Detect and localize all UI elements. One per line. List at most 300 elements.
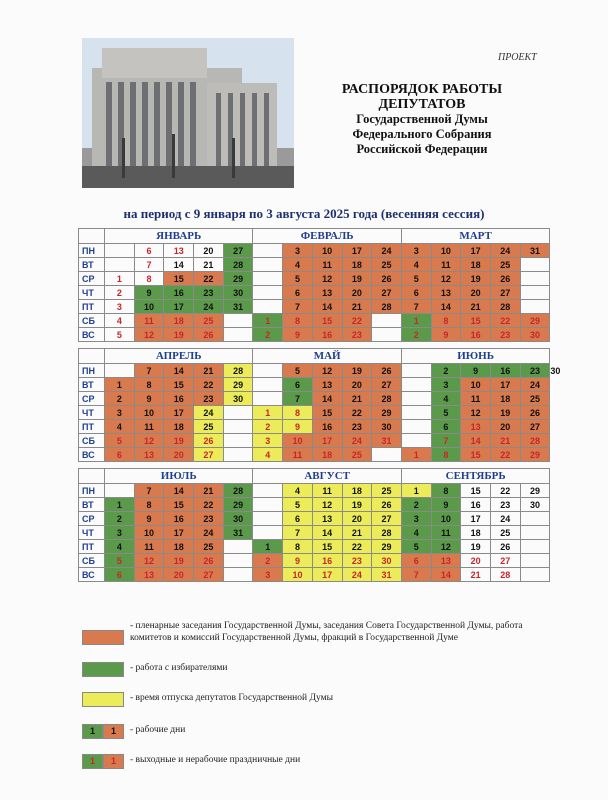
- date-cell: 7: [134, 364, 164, 378]
- title-line-1: РАСПОРЯДОК РАБОТЫ: [341, 82, 503, 97]
- weekday-label: ПТ: [79, 540, 105, 554]
- date-cell: 14: [431, 568, 461, 582]
- empty-cell: [223, 420, 253, 434]
- empty-cell: [105, 244, 135, 258]
- state-duma-building-photo: [82, 38, 294, 188]
- weekday-label: СР: [79, 272, 105, 286]
- title-line-5: Российской Федерации: [356, 142, 488, 156]
- empty-cell: [223, 540, 253, 554]
- empty-cell: [401, 406, 431, 420]
- date-cell: 5: [401, 272, 431, 286]
- week-day-row: [79, 568, 550, 582]
- date-cell: 9: [283, 554, 313, 568]
- empty-cell: [401, 378, 431, 392]
- date-cell: 30: [372, 554, 402, 568]
- empty-cell: [223, 434, 253, 448]
- date-cell: 8: [431, 448, 461, 462]
- date-cell: 21: [342, 526, 372, 540]
- date-cell: 2: [401, 328, 431, 342]
- date-cell: 12: [312, 364, 342, 378]
- empty-cell: [223, 314, 253, 328]
- empty-cell: [520, 540, 550, 554]
- date-cell: 12: [312, 272, 342, 286]
- date-cell: 2: [253, 420, 283, 434]
- date-cell: 27: [223, 244, 253, 258]
- date-cell: 16: [490, 364, 520, 378]
- date-cell: 19: [164, 554, 194, 568]
- date-cell: 2: [105, 512, 135, 526]
- date-cell: 27: [194, 448, 224, 462]
- date-cell: 18: [342, 484, 372, 498]
- week-day-row: [79, 286, 550, 300]
- date-cell: 12: [134, 434, 164, 448]
- block-gap: [79, 462, 550, 469]
- empty-cell: [520, 568, 550, 582]
- date-cell: 16: [461, 328, 491, 342]
- date-cell: 14: [461, 434, 491, 448]
- week-day-row: [79, 526, 550, 540]
- date-cell: 27: [372, 378, 402, 392]
- date-cell: 17: [490, 378, 520, 392]
- date-cell: 21: [461, 568, 491, 582]
- date-cell: 1: [253, 314, 283, 328]
- week-day-row: [79, 484, 550, 498]
- empty-cell: [401, 420, 431, 434]
- date-cell: 28: [490, 568, 520, 582]
- date-cell: 24: [490, 244, 520, 258]
- date-cell: 10: [134, 526, 164, 540]
- week-day-row: [79, 420, 550, 434]
- date-cell: 23: [342, 420, 372, 434]
- date-cell: 13: [134, 568, 164, 582]
- date-cell: 17: [461, 512, 491, 526]
- empty-cell: [520, 258, 550, 272]
- date-cell: 26: [490, 540, 520, 554]
- empty-cell: [253, 378, 283, 392]
- date-cell: 23: [194, 392, 224, 406]
- date-cell: 13: [312, 286, 342, 300]
- date-cell: 19: [490, 406, 520, 420]
- date-cell: 30: [223, 286, 253, 300]
- date-cell: 14: [164, 484, 194, 498]
- date-cell: 15: [164, 498, 194, 512]
- date-cell: 22: [194, 498, 224, 512]
- workday-sample-orange: 1: [103, 724, 124, 739]
- date-cell: 16: [164, 286, 194, 300]
- date-cell: 31: [372, 434, 402, 448]
- weekday-label: ПН: [79, 244, 105, 258]
- date-cell: 29: [223, 272, 253, 286]
- date-cell: 14: [312, 526, 342, 540]
- week-day-row: [79, 448, 550, 462]
- date-cell: 3: [253, 434, 283, 448]
- date-cell: 24: [342, 568, 372, 582]
- date-cell: 2: [105, 286, 135, 300]
- date-cell: 2: [401, 498, 431, 512]
- date-cell: 2: [431, 364, 461, 378]
- date-cell: 12: [431, 272, 461, 286]
- date-cell: 15: [461, 448, 491, 462]
- date-cell: 30: [372, 420, 402, 434]
- date-cell: 16: [164, 512, 194, 526]
- week-day-row: [79, 258, 550, 272]
- date-cell: 11: [431, 526, 461, 540]
- date-cell: 10: [431, 512, 461, 526]
- date-cell: 12: [134, 328, 164, 342]
- month-name: ФЕВРАЛЬ: [253, 229, 401, 244]
- date-cell: 25: [520, 392, 550, 406]
- date-cell: 24: [520, 378, 550, 392]
- date-cell: 3: [283, 244, 313, 258]
- empty-cell: [520, 272, 550, 286]
- date-cell: 14: [312, 392, 342, 406]
- date-cell: 4: [283, 484, 313, 498]
- date-cell: 29: [223, 378, 253, 392]
- date-cell: 12: [134, 554, 164, 568]
- date-cell: 26: [194, 328, 224, 342]
- date-cell: 29: [372, 540, 402, 554]
- date-cell: 27: [490, 554, 520, 568]
- empty-cell: [401, 364, 431, 378]
- holiday-sample-orange: 1: [103, 754, 124, 769]
- date-cell: 7: [283, 392, 313, 406]
- date-cell: 20: [461, 286, 491, 300]
- empty-cell: [372, 328, 402, 342]
- weekday-label: ЧТ: [79, 286, 105, 300]
- date-cell: 29: [520, 448, 550, 462]
- empty-cell: [253, 364, 283, 378]
- vacation-swatch: [82, 692, 124, 707]
- date-cell: 13: [312, 512, 342, 526]
- weekday-label: СБ: [79, 554, 105, 568]
- month-name: ИЮЛЬ: [105, 469, 253, 484]
- date-cell: 4: [401, 258, 431, 272]
- date-cell: 4: [105, 420, 135, 434]
- legend-plenary-text: - пленарные заседания Государственной Думы, заседания Совета Государственной Думы, работа комитетов и комиссий Государственной Думы, фракций в Государственной Думе: [130, 621, 523, 643]
- date-cell: 14: [312, 300, 342, 314]
- date-cell: 23: [490, 328, 520, 342]
- date-cell: 24: [342, 434, 372, 448]
- date-cell: 19: [461, 540, 491, 554]
- weekday-label: ПТ: [79, 300, 105, 314]
- holidays-swatch: [82, 754, 124, 767]
- date-cell: 27: [372, 286, 402, 300]
- date-cell: 22: [490, 484, 520, 498]
- date-cell: 26: [490, 272, 520, 286]
- empty-cell: [223, 406, 253, 420]
- month-header-row: [79, 229, 550, 244]
- date-cell: 19: [164, 434, 194, 448]
- date-cell: 9: [134, 392, 164, 406]
- date-cell: 26: [372, 272, 402, 286]
- date-cell: 31: [223, 526, 253, 540]
- date-cell: 4: [431, 392, 461, 406]
- date-cell: 20: [164, 448, 194, 462]
- date-cell: 28: [372, 392, 402, 406]
- period-subtitle: на период с 9 января по 3 августа 2025 года (весенняя сессия): [123, 206, 485, 221]
- week-day-row: [79, 512, 550, 526]
- date-cell: 6: [134, 244, 164, 258]
- empty-cell: [520, 512, 550, 526]
- date-cell: 9: [283, 420, 313, 434]
- date-cell: 30: [223, 512, 253, 526]
- month-name: ЯНВАРЬ: [105, 229, 253, 244]
- date-cell: 13: [461, 420, 491, 434]
- date-cell: 11: [134, 540, 164, 554]
- plenary-swatch: [82, 630, 124, 645]
- date-cell: 3: [401, 244, 431, 258]
- date-cell: 11: [134, 420, 164, 434]
- weekday-label: СР: [79, 512, 105, 526]
- date-cell: 19: [342, 272, 372, 286]
- date-cell: 15: [164, 272, 194, 286]
- weekday-label: ПТ: [79, 420, 105, 434]
- date-cell: 23: [520, 364, 550, 378]
- date-cell: 17: [312, 568, 342, 582]
- date-cell: 20: [194, 244, 224, 258]
- empty-cell: [105, 258, 135, 272]
- weekday-label: СБ: [79, 314, 105, 328]
- date-cell: 22: [342, 314, 372, 328]
- empty-cell: [372, 314, 402, 328]
- date-cell: 27: [194, 568, 224, 582]
- date-cell: 26: [194, 434, 224, 448]
- date-cell: 30: [223, 392, 253, 406]
- date-cell: 25: [194, 540, 224, 554]
- date-cell: 4: [105, 314, 135, 328]
- date-cell: 1: [105, 272, 135, 286]
- date-cell: 10: [461, 378, 491, 392]
- date-cell: 28: [490, 300, 520, 314]
- empty-cell: [223, 328, 253, 342]
- date-cell: 10: [134, 406, 164, 420]
- date-cell: 26: [520, 406, 550, 420]
- date-cell: 26: [194, 554, 224, 568]
- date-cell: 5: [105, 328, 135, 342]
- date-cell: 25: [490, 258, 520, 272]
- empty-cell: [253, 512, 283, 526]
- date-cell: 7: [283, 526, 313, 540]
- date-cell: 6: [283, 286, 313, 300]
- date-cell: 22: [194, 378, 224, 392]
- week-day-row: [79, 314, 550, 328]
- date-cell: 2: [253, 328, 283, 342]
- month-header-row: [79, 469, 550, 484]
- date-cell: 14: [164, 364, 194, 378]
- date-cell: 17: [164, 300, 194, 314]
- date-cell: 8: [134, 498, 164, 512]
- date-cell: 10: [134, 300, 164, 314]
- document-title: [318, 82, 526, 157]
- weekday-label: ЧТ: [79, 526, 105, 540]
- date-cell: 1: [253, 540, 283, 554]
- date-cell: 31: [223, 300, 253, 314]
- week-day-row: ПН 7 14 21 28 5 12 19 26 2 9 16 23 30: [79, 364, 550, 378]
- date-cell: 14: [431, 300, 461, 314]
- week-day-row: [79, 540, 550, 554]
- date-cell: 6: [283, 512, 313, 526]
- date-cell: 1: [401, 484, 431, 498]
- date-cell: 17: [164, 526, 194, 540]
- holiday-sample-green: 1: [82, 754, 103, 769]
- date-cell: 23: [342, 328, 372, 342]
- workday-sample-green: 1: [82, 724, 103, 739]
- date-cell: 6: [401, 554, 431, 568]
- date-cell: 23: [194, 286, 224, 300]
- date-cell: 22: [194, 272, 224, 286]
- week-day-row: [79, 378, 550, 392]
- date-cell: 10: [283, 568, 313, 582]
- date-cell: 25: [194, 420, 224, 434]
- empty-cell: [253, 244, 283, 258]
- date-cell: 25: [372, 484, 402, 498]
- date-cell: 1: [253, 406, 283, 420]
- date-cell: 19: [461, 272, 491, 286]
- month-name: АПРЕЛЬ: [105, 349, 253, 364]
- date-cell: 15: [164, 378, 194, 392]
- date-cell: 24: [194, 526, 224, 540]
- date-cell: 21: [490, 434, 520, 448]
- date-cell: 26: [372, 498, 402, 512]
- date-cell: 3: [253, 568, 283, 582]
- date-cell: 23: [490, 498, 520, 512]
- legend-vacation-text: - время отпуска депутатов Государственной Думы: [130, 693, 333, 703]
- title-line-2: ДЕПУТАТОВ: [378, 97, 466, 112]
- empty-cell: [253, 526, 283, 540]
- legend-workdays-text: - рабочие дни: [130, 725, 186, 735]
- date-cell: 27: [520, 420, 550, 434]
- date-cell: 8: [283, 314, 313, 328]
- date-cell: 18: [312, 448, 342, 462]
- empty-cell: [401, 434, 431, 448]
- date-cell: 1: [105, 378, 135, 392]
- date-cell: 11: [312, 258, 342, 272]
- weekday-label: ЧТ: [79, 406, 105, 420]
- date-cell: 18: [461, 526, 491, 540]
- empty-cell: [253, 392, 283, 406]
- date-cell: 11: [312, 484, 342, 498]
- workdays-swatch: [82, 724, 124, 737]
- date-cell: 21: [342, 392, 372, 406]
- date-cell: 25: [194, 314, 224, 328]
- week-day-row: [79, 328, 550, 342]
- date-cell: 6: [105, 448, 135, 462]
- date-cell: 15: [312, 406, 342, 420]
- date-cell: 14: [164, 258, 194, 272]
- month-header-row: [79, 349, 550, 364]
- date-cell: 17: [342, 244, 372, 258]
- corner-cell: [79, 229, 105, 244]
- week-day-row: [79, 498, 550, 512]
- month-name: АВГУСТ: [253, 469, 401, 484]
- date-cell: 29: [520, 314, 550, 328]
- date-cell: 20: [490, 420, 520, 434]
- date-cell: 8: [431, 484, 461, 498]
- date-cell: 29: [223, 498, 253, 512]
- weekday-label: ВС: [79, 448, 105, 462]
- date-cell: 2: [105, 392, 135, 406]
- week-day-row: [79, 392, 550, 406]
- date-cell: 30: [520, 328, 550, 342]
- date-cell: 5: [105, 554, 135, 568]
- date-cell: 18: [164, 314, 194, 328]
- date-cell: 20: [342, 378, 372, 392]
- date-cell: 10: [312, 244, 342, 258]
- date-cell: 5: [283, 498, 313, 512]
- date-cell: 2: [253, 554, 283, 568]
- corner-cell: [79, 469, 105, 484]
- date-cell: 22: [342, 540, 372, 554]
- date-cell: 20: [461, 554, 491, 568]
- empty-cell: [520, 526, 550, 540]
- date-cell: 9: [431, 498, 461, 512]
- date-cell: 5: [105, 434, 135, 448]
- date-cell: 15: [312, 314, 342, 328]
- date-cell: 12: [431, 540, 461, 554]
- date-cell: 6: [105, 568, 135, 582]
- corner-cell: [79, 349, 105, 364]
- date-cell: 1: [105, 498, 135, 512]
- date-cell: 28: [223, 484, 253, 498]
- month-name: МАЙ: [253, 349, 401, 364]
- date-cell: 12: [312, 498, 342, 512]
- date-cell: 11: [431, 258, 461, 272]
- week-day-row: [79, 406, 550, 420]
- empty-cell: [401, 392, 431, 406]
- date-cell: 22: [490, 314, 520, 328]
- date-cell: 27: [372, 512, 402, 526]
- date-cell: 31: [520, 244, 550, 258]
- date-cell: 18: [164, 420, 194, 434]
- empty-cell: [223, 448, 253, 462]
- date-cell: 7: [401, 300, 431, 314]
- date-cell: 18: [461, 258, 491, 272]
- date-cell: 28: [520, 434, 550, 448]
- date-cell: 19: [164, 328, 194, 342]
- date-cell: 10: [283, 434, 313, 448]
- empty-cell: [253, 286, 283, 300]
- date-cell: 9: [431, 328, 461, 342]
- weekday-label: ВТ: [79, 378, 105, 392]
- date-cell: 21: [194, 484, 224, 498]
- title-line-4: Федерального Собрания: [352, 127, 492, 141]
- empty-cell: [253, 300, 283, 314]
- date-cell: 27: [490, 286, 520, 300]
- date-cell: 13: [431, 286, 461, 300]
- date-cell: 13: [134, 448, 164, 462]
- weekday-label: СБ: [79, 434, 105, 448]
- date-cell: 8: [134, 272, 164, 286]
- date-cell: 13: [312, 378, 342, 392]
- date-cell: 5: [283, 272, 313, 286]
- month-name: МАРТ: [401, 229, 549, 244]
- date-cell: 13: [164, 244, 194, 258]
- date-cell: 28: [372, 300, 402, 314]
- date-cell: 28: [223, 364, 253, 378]
- date-cell: 10: [431, 244, 461, 258]
- date-cell: 4: [401, 526, 431, 540]
- empty-cell: [372, 448, 402, 462]
- date-cell: 19: [342, 364, 372, 378]
- date-cell: 9: [461, 364, 491, 378]
- date-cell: 8: [134, 378, 164, 392]
- week-day-row: [79, 434, 550, 448]
- date-cell: 18: [342, 258, 372, 272]
- date-cell: 9: [134, 286, 164, 300]
- empty-cell: [223, 568, 253, 582]
- date-cell: 16: [312, 554, 342, 568]
- date-cell: 7: [431, 434, 461, 448]
